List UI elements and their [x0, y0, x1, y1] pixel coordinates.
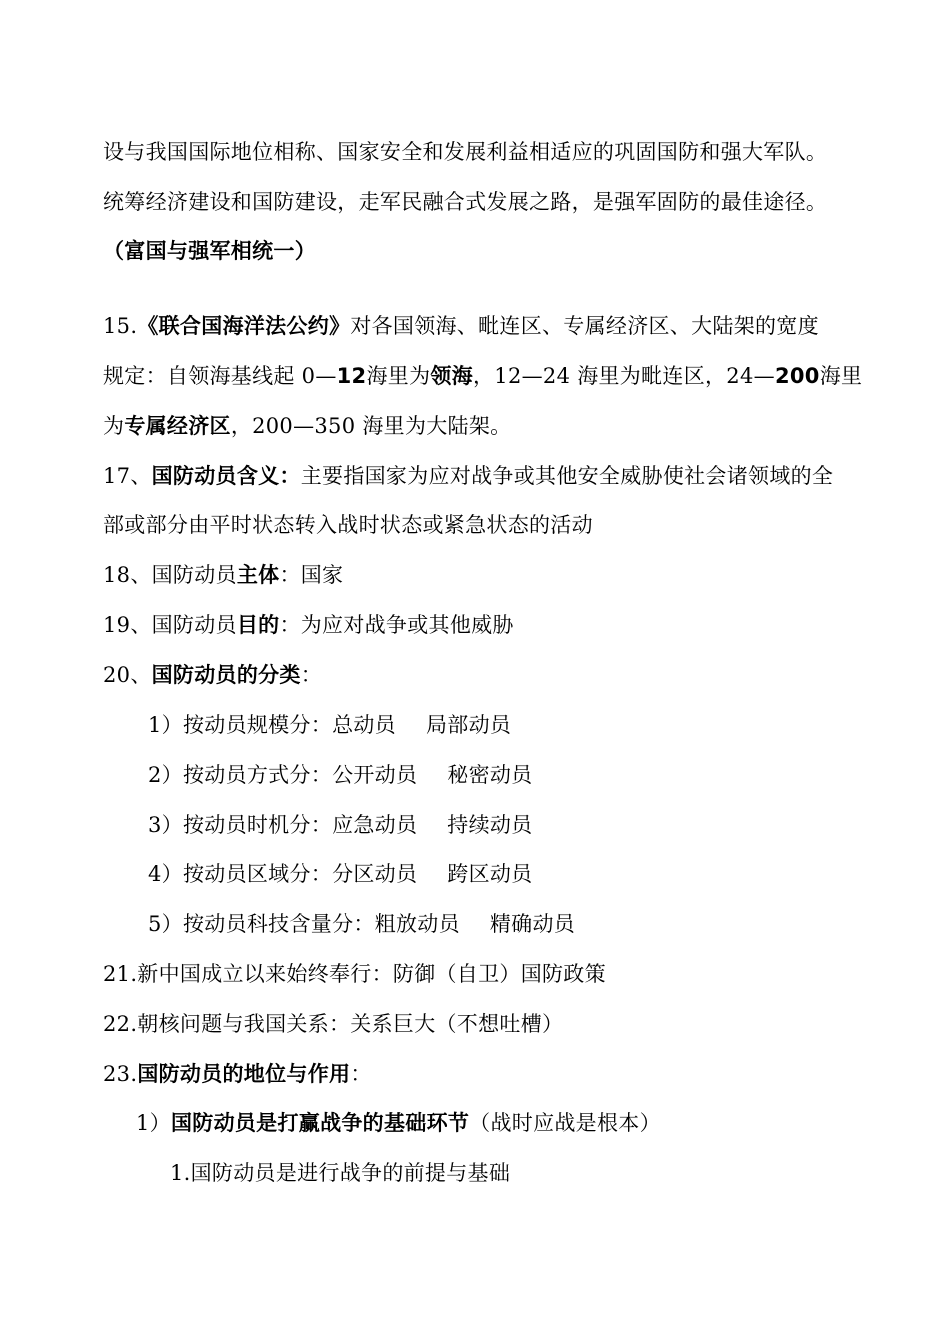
sub-value-a: 公开动员 [332, 763, 418, 787]
sub-value-b: 秘密动员 [447, 763, 533, 787]
item-15-line-3 [103, 411, 511, 441]
item-15-bold-number: 12 [336, 364, 367, 388]
item-15-bold-term: 专属经济区 [124, 414, 231, 438]
item-17-line-1 [103, 461, 833, 491]
item-23-number: 23. [103, 1062, 138, 1086]
sub-value-a: 分区动员 [332, 862, 418, 886]
sub-value-a: 粗放动员 [374, 912, 460, 936]
item-15-title: 《联合国海洋法公约》 [137, 314, 351, 338]
item-19-number: 19、 [103, 613, 152, 637]
item-23-sub-1-heading: 国防动员是打赢战争的基础环节 [170, 1111, 470, 1135]
sub-number: 3） [148, 813, 183, 837]
item-19-value: ：为应对战争或其他威胁 [279, 613, 514, 637]
item-15-number: 15. [103, 314, 138, 338]
item-15-bold-term: 领海 [430, 364, 473, 388]
item-20-sub-4 [148, 859, 532, 889]
intro-line-1: 设与我国国际地位相称、国家安全和发展利益相适应的巩固国防和强大军队。 [103, 140, 828, 164]
intro-line-2: 统筹经济建设和国防建设，走军民融合式发展之路，是强军固防的最佳途径。 [103, 190, 828, 214]
item-20-sub-1 [148, 710, 511, 740]
item-18-number: 18、 [103, 563, 152, 587]
item-18 [103, 560, 343, 590]
item-23-label: 国防动员的地位与作用 [137, 1062, 351, 1086]
item-15-text: 海里 [819, 364, 863, 388]
item-15-bold-number: 200 [774, 364, 820, 388]
item-19-text: 国防动员 [151, 613, 237, 637]
item-23 [103, 1059, 372, 1089]
item-15-text: 对各国领海、毗连区、专属经济区、大陆架的宽度 [350, 314, 819, 338]
item-23-sub-1 [136, 1108, 661, 1138]
item-23-sub-1-note: （战时应战是根本） [469, 1111, 661, 1135]
sub-key: 按动员科技含量分： [182, 912, 375, 936]
sub-key: 按动员区域分： [182, 862, 333, 886]
sub-value-a: 总动员 [332, 713, 396, 737]
item-17-label: 国防动员含义： [151, 464, 301, 488]
item-20 [103, 660, 322, 690]
sub-value-b: 精确动员 [489, 912, 576, 936]
sub-value-b: 持续动员 [447, 813, 533, 837]
item-15-text: ，200—350 海里为大陆架。 [230, 414, 512, 438]
sub-number: 2） [148, 763, 183, 787]
sub-value-b: 跨区动员 [447, 862, 533, 886]
item-23-colon: ： [350, 1062, 372, 1086]
item-15-text: 规定：自领海基线起 0— [103, 364, 337, 388]
item-15-line-1 [103, 311, 819, 341]
sub-number: 1） [136, 1111, 171, 1135]
item-15-text: 为 [103, 414, 125, 438]
item-18-value: ：国家 [279, 563, 344, 587]
item-20-sub-3 [148, 810, 532, 840]
sub-number: 4） [148, 862, 183, 886]
item-15-text: ，12—24 海里为毗连区，24— [472, 364, 775, 388]
item-18-label: 主体 [236, 563, 280, 587]
sub-value-a: 应急动员 [332, 813, 418, 837]
sub-number: 5） [148, 912, 183, 936]
item-17-number: 17、 [103, 464, 152, 488]
item-15-line-2 [103, 361, 862, 391]
item-17-text: 主要指国家为应对战争或其他安全威胁使社会诸领域的全 [300, 464, 834, 488]
item-20-sub-2 [148, 760, 532, 790]
sub-key: 按动员时机分： [182, 813, 333, 837]
item-20-colon: ： [300, 663, 323, 687]
item-22: 22.朝核问题与我国关系：关系巨大（不想吐槽） [103, 1012, 564, 1036]
sub-number: 1） [148, 713, 183, 737]
item-20-sub-5 [148, 909, 575, 939]
item-20-number: 20、 [103, 663, 152, 687]
item-23-sub-1-1: 1.国防动员是进行战争的前提与基础 [170, 1161, 511, 1185]
sub-value-b: 局部动员 [425, 713, 512, 737]
intro-line-3: （富国与强军相统一） [103, 239, 316, 263]
item-19-label: 目的 [236, 613, 280, 637]
sub-key: 按动员规模分： [182, 713, 333, 737]
item-17-line-2: 部或部分由平时状态转入战时状态或紧急状态的活动 [103, 513, 593, 537]
item-15-text: 海里为 [366, 364, 431, 388]
item-19 [103, 610, 514, 640]
sub-key: 按动员方式分： [182, 763, 333, 787]
item-18-text: 国防动员 [151, 563, 237, 587]
item-21: 21.新中国成立以来始终奉行：防御（自卫）国防政策 [103, 962, 606, 986]
item-20-label: 国防动员的分类 [151, 663, 301, 687]
